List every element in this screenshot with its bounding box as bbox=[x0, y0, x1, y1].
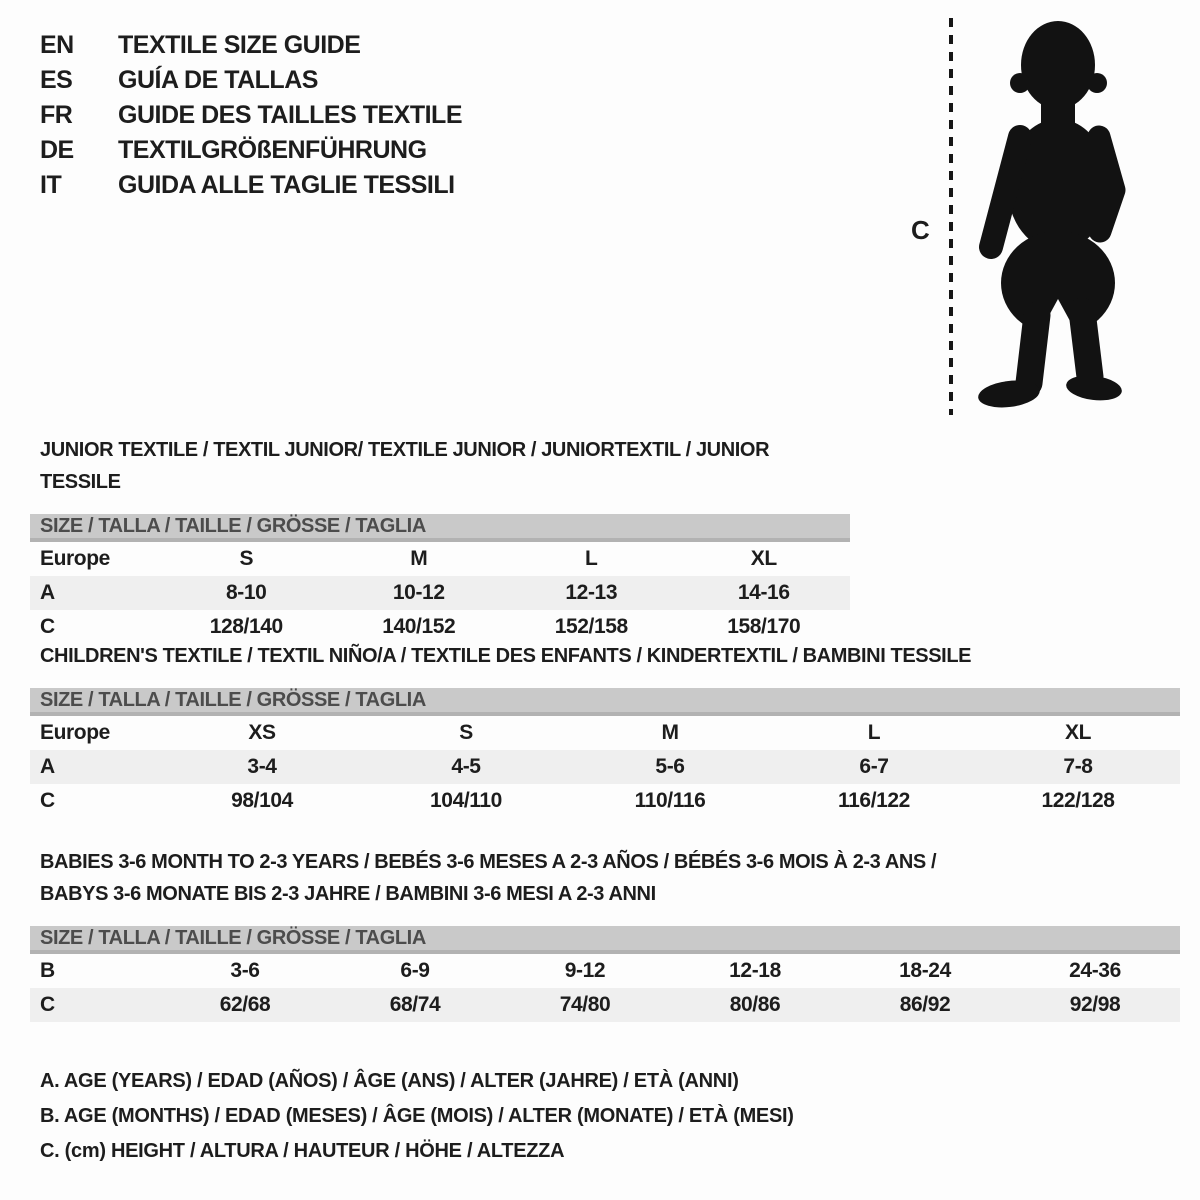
row-label: B bbox=[40, 959, 55, 982]
language-list bbox=[40, 28, 462, 203]
section-title bbox=[30, 434, 850, 498]
table-row bbox=[30, 954, 1180, 988]
table-cell: 9-12 bbox=[564, 959, 606, 982]
table-cell: 92/98 bbox=[1069, 993, 1121, 1016]
language-row bbox=[40, 63, 462, 98]
section-title-line: BABIES 3-6 MONTH TO 2-3 YEARS / BEBÉS 3-6 MESES A 2-3 AÑOS / BÉBÉS 3-6 MOIS À 2-3 ANS / bbox=[40, 851, 937, 873]
row-label: A bbox=[40, 755, 55, 778]
table-cell: 68/74 bbox=[389, 993, 441, 1016]
language-code: ES bbox=[40, 66, 73, 94]
table-cell: 4-5 bbox=[451, 755, 481, 778]
section-title-line: CHILDREN'S TEXTILE / TEXTIL NIÑO/A / TEXTILE DES ENFANTS / KINDERTEXTIL / BAMBINI TESSILE bbox=[40, 645, 972, 667]
section-title bbox=[30, 640, 1180, 672]
table-row bbox=[30, 716, 1180, 750]
language-title: TEXTILGRÖßENFÜHRUNG bbox=[118, 136, 427, 164]
table-cell: L bbox=[867, 721, 881, 744]
language-row bbox=[40, 168, 462, 203]
language-title: GUÍA DE TALLAS bbox=[118, 66, 318, 94]
section-title bbox=[30, 846, 1180, 910]
language-code: EN bbox=[40, 31, 74, 59]
table-cell: 62/68 bbox=[219, 993, 271, 1016]
table-cell: 98/104 bbox=[231, 789, 293, 812]
table-cell: 80/86 bbox=[729, 993, 781, 1016]
table-cell: S bbox=[239, 547, 254, 570]
language-code: FR bbox=[40, 101, 73, 129]
section-title-line: JUNIOR TEXTILE / TEXTIL JUNIOR/ TEXTILE JUNIOR / JUNIORTEXTIL / JUNIOR TESSILE bbox=[40, 439, 770, 493]
row-label: C bbox=[40, 789, 55, 812]
size-table-section-1 bbox=[30, 640, 1180, 818]
size-header-bar: SIZE / TALLA / TAILLE / GRÖSSE / TAGLIA bbox=[30, 688, 1180, 716]
size-table-section-2 bbox=[30, 846, 1180, 1022]
table-cell: 18-24 bbox=[899, 959, 951, 982]
legend bbox=[40, 1064, 794, 1169]
legend-line: B. AGE (MONTHS) / EDAD (MESES) / ÂGE (MOIS) / ALTER (MONATE) / ETÀ (MESI) bbox=[40, 1105, 794, 1127]
table-cell: 5-6 bbox=[655, 755, 685, 778]
size-header-bar: SIZE / TALLA / TAILLE / GRÖSSE / TAGLIA bbox=[30, 514, 850, 542]
table-cell: M bbox=[661, 721, 679, 744]
table-cell: 152/158 bbox=[554, 615, 628, 638]
row-label: Europe bbox=[40, 547, 110, 570]
table-row bbox=[30, 784, 1180, 818]
table-cell: 12-18 bbox=[729, 959, 781, 982]
table-cell: 122/128 bbox=[1041, 789, 1115, 812]
language-row bbox=[40, 98, 462, 133]
row-label: C bbox=[40, 993, 55, 1016]
table-cell: 10-12 bbox=[392, 581, 445, 604]
language-row bbox=[40, 133, 462, 168]
table-cell: 128/140 bbox=[209, 615, 283, 638]
table-cell: L bbox=[585, 547, 598, 570]
table-cell: XL bbox=[1064, 721, 1092, 744]
table-row bbox=[30, 988, 1180, 1022]
table-cell: 7-8 bbox=[1063, 755, 1093, 778]
table-cell: 86/92 bbox=[899, 993, 951, 1016]
table-cell: M bbox=[410, 547, 428, 570]
language-title: GUIDA ALLE TAGLIE TESSILI bbox=[118, 171, 455, 199]
table-cell: XS bbox=[248, 721, 276, 744]
table-cell: 24-36 bbox=[1069, 959, 1121, 982]
table-row bbox=[30, 750, 1180, 784]
height-figure bbox=[905, 15, 1175, 420]
legend-line: A. AGE (YEARS) / EDAD (AÑOS) / ÂGE (ANS) / ALTER (JAHRE) / ETÀ (ANNI) bbox=[40, 1070, 739, 1092]
table-cell: 104/110 bbox=[430, 789, 502, 812]
height-measure-label: C bbox=[911, 215, 930, 245]
toddler-silhouette-icon bbox=[963, 15, 1133, 415]
legend-line: C. (cm) HEIGHT / ALTURA / HAUTEUR / HÖHE / ALTEZZA bbox=[40, 1140, 565, 1162]
table-cell: 116/122 bbox=[838, 789, 910, 812]
table-cell: 3-4 bbox=[247, 755, 277, 778]
height-dashed-line bbox=[949, 18, 953, 415]
table-cell: 110/116 bbox=[634, 789, 706, 812]
table-row bbox=[30, 576, 850, 610]
row-label: Europe bbox=[40, 721, 110, 744]
table-row bbox=[30, 542, 850, 576]
size-header-bar: SIZE / TALLA / TAILLE / GRÖSSE / TAGLIA bbox=[30, 926, 1180, 954]
table-cell: 8-10 bbox=[226, 581, 267, 604]
table-cell: 6-7 bbox=[859, 755, 889, 778]
table-cell: 158/170 bbox=[727, 615, 801, 638]
table-cell: 140/152 bbox=[382, 615, 456, 638]
table-cell: 14-16 bbox=[737, 581, 790, 604]
table-cell: 3-6 bbox=[230, 959, 260, 982]
language-row bbox=[40, 28, 462, 63]
language-code: IT bbox=[40, 171, 62, 199]
table-cell: 6-9 bbox=[400, 959, 430, 982]
table-cell: 74/80 bbox=[559, 993, 611, 1016]
size-table-section-0 bbox=[30, 434, 850, 644]
language-title: TEXTILE SIZE GUIDE bbox=[118, 31, 361, 59]
table-cell: S bbox=[459, 721, 473, 744]
language-code: DE bbox=[40, 136, 74, 164]
table-row bbox=[30, 610, 850, 644]
table-cell: 12-13 bbox=[565, 581, 618, 604]
row-label: C bbox=[40, 615, 55, 638]
row-label: A bbox=[40, 581, 55, 604]
section-title-line: BABYS 3-6 MONATE BIS 2-3 JAHRE / BAMBINI 3-6 MESI A 2-3 ANNI bbox=[40, 883, 656, 905]
language-title: GUIDE DES TAILLES TEXTILE bbox=[118, 101, 463, 129]
table-cell: XL bbox=[750, 547, 777, 570]
